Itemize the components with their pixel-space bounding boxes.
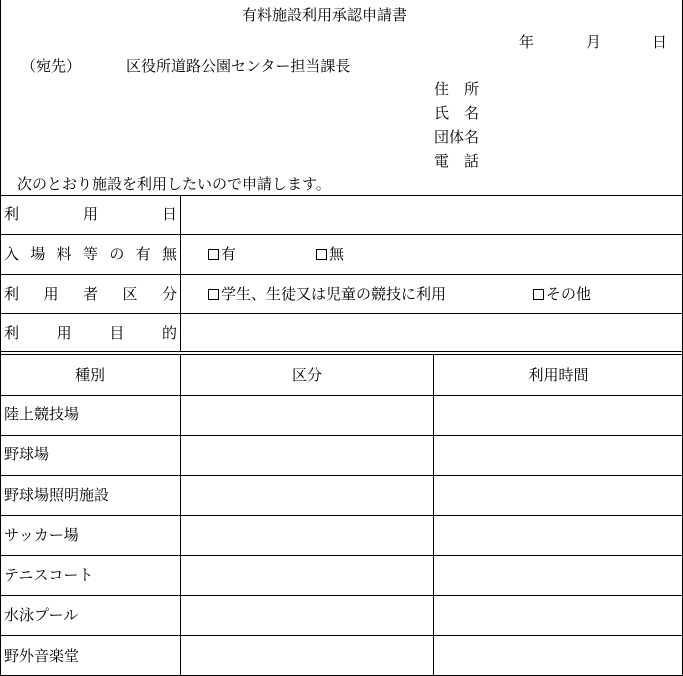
label-char: 利 <box>4 324 20 342</box>
checkbox-icon[interactable] <box>316 249 327 260</box>
usage-time-cell[interactable] <box>435 397 681 434</box>
divider <box>0 595 683 596</box>
checkbox-icon[interactable] <box>533 289 544 300</box>
label-char: 用 <box>82 205 98 223</box>
divider <box>0 555 683 556</box>
divider <box>0 351 683 352</box>
divider <box>0 395 683 396</box>
option-label: その他 <box>546 285 592 303</box>
label-char: 利 <box>4 205 20 223</box>
divider <box>0 515 683 516</box>
table-row: 陸上競技場 <box>4 405 80 423</box>
applicant-name-label: 氏 名 <box>434 104 480 122</box>
label-char: 入 <box>4 245 20 263</box>
date-month[interactable]: 月 <box>586 33 602 51</box>
form-title: 有料施設利用承認申請書 <box>242 6 408 24</box>
admission-yes-option[interactable] <box>208 245 236 263</box>
category-cell[interactable] <box>182 397 432 434</box>
label-char: 用 <box>56 324 72 342</box>
usage-date-label <box>4 205 177 223</box>
purpose-field[interactable] <box>182 315 680 350</box>
divider <box>0 195 683 196</box>
divider <box>0 274 683 275</box>
label-char: 区 <box>122 285 138 303</box>
divider <box>0 354 683 355</box>
statement-text: 次のとおり施設を利用したいので申請します。 <box>17 175 331 193</box>
label-char: 場 <box>30 245 46 263</box>
label-char: の <box>109 245 125 263</box>
table-row: 野球場照明施設 <box>4 486 110 504</box>
label-char: 有 <box>135 245 151 263</box>
user-category-label <box>4 285 177 303</box>
label-char: 用 <box>43 285 59 303</box>
divider <box>0 435 683 436</box>
label-char: 利 <box>4 285 20 303</box>
option-label: 無 <box>329 245 345 263</box>
table-row: 水泳プール <box>4 606 79 624</box>
students-option[interactable] <box>208 285 446 303</box>
header-category: 区分 <box>291 366 322 384</box>
checkbox-icon[interactable] <box>208 289 219 300</box>
usage-date-field[interactable] <box>182 197 680 233</box>
option-label: 学生、生徒又は児童の競技に利用 <box>221 285 447 303</box>
divider <box>0 234 683 235</box>
applicant-group-label: 団体名 <box>434 128 480 146</box>
table-row: サッカー場 <box>4 526 79 544</box>
divider <box>0 313 683 314</box>
divider <box>0 475 683 476</box>
divider <box>0 635 683 636</box>
label-char: 目 <box>109 324 125 342</box>
label-char: 料 <box>56 245 72 263</box>
divider <box>180 195 181 351</box>
checkbox-icon[interactable] <box>208 249 219 260</box>
option-label: 有 <box>221 245 237 263</box>
header-type: 種別 <box>74 366 105 384</box>
table-row: テニスコート <box>4 566 94 584</box>
addressee-label: （宛先） <box>21 57 82 75</box>
table-row: 野球場 <box>4 445 50 463</box>
other-option[interactable] <box>533 285 591 303</box>
label-char: 的 <box>161 324 177 342</box>
date-day[interactable]: 日 <box>652 33 668 51</box>
addressee: 区役所道路公園センター担当課長 <box>126 57 351 75</box>
admission-fee-label <box>4 245 177 263</box>
date-year[interactable]: 年 <box>519 33 535 51</box>
header-usage-time: 利用時間 <box>528 366 589 384</box>
applicant-address-label: 住 所 <box>434 80 480 98</box>
applicant-phone-label: 電 話 <box>434 152 480 170</box>
table-row: 野外音楽堂 <box>4 647 80 665</box>
label-char: 日 <box>161 205 177 223</box>
label-char: 無 <box>161 245 177 263</box>
admission-no-option[interactable] <box>316 245 344 263</box>
label-char: 分 <box>161 285 177 303</box>
label-char: 者 <box>82 285 98 303</box>
purpose-label <box>4 324 177 342</box>
label-char: 等 <box>82 245 98 263</box>
